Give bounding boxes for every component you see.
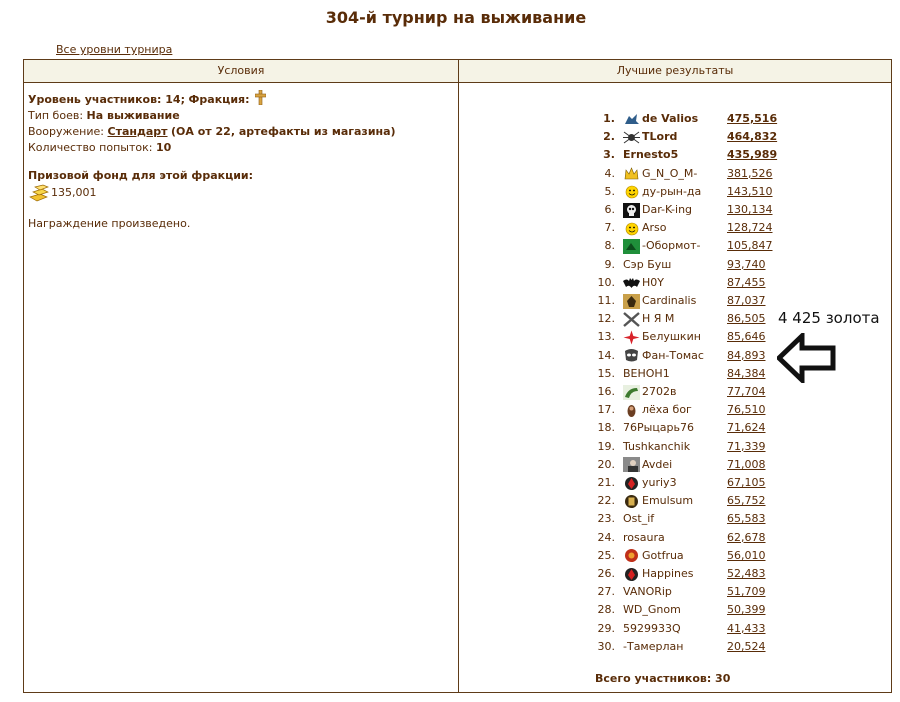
result-row [459,128,891,146]
battle-type-line [28,108,458,124]
player-name-text: Emulsum [642,494,694,508]
faction-cross-icon [255,90,266,105]
player-score[interactable]: 475,516 [727,112,778,125]
player-name[interactable] [623,547,684,565]
player-name[interactable] [623,292,696,310]
player-score[interactable]: 71,008 [727,457,766,471]
player-name-text: 76Рыцарь76 [623,421,695,435]
player-score[interactable]: 65,583 [727,512,766,526]
player-name-text: Белушкин [642,330,701,344]
portrait-icon [623,457,640,472]
player-score[interactable]: 84,893 [727,348,766,362]
smiley-icon [623,184,640,199]
result-rank: 25. [597,548,615,562]
result-rank: 10. [597,275,615,289]
monk-icon [623,403,640,418]
skull-icon [623,203,640,218]
red-emblem-icon [623,567,640,582]
result-rank: 16. [597,385,615,398]
faction-label: Фракция: [188,93,250,106]
result-row [459,547,891,565]
player-name[interactable] [623,347,704,365]
result-row [459,146,891,164]
crown-icon [623,166,640,181]
result-rank: 8. [604,239,615,253]
level-line [28,90,458,108]
result-row [459,438,891,456]
result-row [459,583,891,601]
player-name-text: Ernesto5 [623,148,679,162]
result-rank: 28. [597,603,615,617]
player-name-text: de Valios [642,112,699,125]
player-score[interactable]: 105,847 [727,239,773,253]
result-row [459,183,891,201]
gold-icon [28,184,50,202]
player-score[interactable]: 71,624 [727,421,766,435]
armament-details: (ОА от 22, артефакты из магазина) [171,125,396,138]
result-row [459,510,891,528]
player-score[interactable]: 41,433 [727,621,766,635]
player-score[interactable]: 51,709 [727,585,766,599]
player-name-text: -Обормот- [642,239,701,253]
crossed-swords-icon [623,312,640,327]
prize-value: 135,001 [51,186,97,199]
player-name-text: Н Я М [642,312,675,326]
player-name-text: Cardinalis [642,294,697,307]
result-rank: 17. [597,403,615,417]
player-name-text: -Тамерлан [623,639,684,653]
player-name-text: Arso [642,221,667,235]
player-name-text: Tushkanchik [623,439,691,453]
player-name[interactable] [623,183,701,201]
result-row [459,419,891,437]
player-name[interactable] [623,146,678,164]
green-flag-icon [623,239,640,254]
player-name-text: Dar-K-ing [642,203,693,216]
player-name-text: 5929933Q [623,621,681,635]
smiley-icon [623,221,640,236]
mask-icon [623,348,640,363]
result-rank: 15. [597,366,615,380]
player-score[interactable]: 56,010 [727,548,766,562]
result-row [459,492,891,510]
armament-line [28,124,458,140]
player-name[interactable] [623,565,694,583]
player-name-text: Фан-Томас [642,348,704,362]
shield-emblem-icon [623,494,640,509]
result-row [459,292,891,310]
result-rank: 19. [597,439,615,453]
result-row [459,237,891,255]
result-rank: 13. [597,330,615,344]
player-name[interactable] [623,419,694,437]
player-name-text: VANORip [623,585,672,599]
battle-type-label: Тип боев: [28,109,84,122]
player-name[interactable] [623,510,654,528]
conditions-body [24,83,458,232]
result-rank: 22. [597,494,615,508]
result-rank: 24. [597,530,615,544]
player-name[interactable] [623,456,672,474]
player-score[interactable]: 128,724 [727,221,773,235]
result-rank: 6. [604,203,615,216]
player-name[interactable] [623,438,690,456]
wolf-icon [623,112,640,127]
player-name[interactable] [623,165,697,183]
player-score[interactable]: 84,384 [727,366,766,380]
player-score[interactable]: 86,505 [727,312,766,326]
player-name[interactable] [623,583,672,601]
player-name-text: лёха бог [642,403,692,417]
player-name-text: Ost_if [623,512,655,526]
results-header: Лучшие результаты [459,60,891,83]
result-row [459,456,891,474]
prize-amount [28,184,458,202]
player-name[interactable] [623,310,674,328]
conditions-column [24,60,459,692]
battle-type-value: На выживание [86,109,180,122]
spider-icon [623,130,640,145]
result-rank: 14. [597,348,615,362]
result-row [459,274,891,292]
total-participants: Всего участников: 30 [595,672,731,685]
result-rank: 1. [603,112,615,125]
red-emblem-icon [623,476,640,491]
batman-icon [623,275,640,290]
award-status: Награждение произведено. [28,217,191,230]
player-name[interactable] [623,401,692,419]
player-score[interactable]: 62,678 [727,530,766,544]
red-star-icon [623,330,640,345]
player-name[interactable] [623,237,701,255]
attempts-value: 10 [155,141,172,154]
player-score[interactable]: 76,510 [727,403,766,417]
result-row [459,256,891,274]
tournament-table [23,59,892,693]
player-name[interactable] [623,256,671,274]
player-name-text: G_N_O_M- [642,166,698,180]
player-name-text: Gotfrua [642,548,684,562]
conditions-header: Условия [24,60,458,83]
player-name-text: Happines [642,567,694,580]
player-score[interactable]: 20,524 [727,639,766,653]
player-score[interactable]: 85,646 [727,330,766,344]
result-row [459,474,891,492]
result-rank: 5. [604,184,615,198]
result-row [459,529,891,547]
annotation-note: 4 425 золота [778,309,880,327]
result-rank: 18. [597,421,615,435]
player-score[interactable]: 65,752 [727,494,766,508]
player-name-text: ду-рын-да [642,184,702,198]
result-rank: 12. [597,312,615,326]
result-rank: 2. [603,130,615,144]
result-rank: 21. [597,476,615,489]
player-score[interactable]: 52,483 [727,567,766,580]
result-rank: 23. [597,512,615,526]
player-name-text: TLord [642,130,678,144]
result-rank: 3. [603,148,615,162]
armament-link[interactable]: Стандарт [107,125,168,138]
lizard-icon [623,385,640,400]
orange-emblem-icon [623,548,640,563]
result-rank: 20. [597,457,615,471]
result-rank: 26. [597,567,615,580]
player-name[interactable] [623,328,701,346]
player-name[interactable] [623,365,670,383]
result-rank: 29. [597,621,615,635]
player-name-text: 2702в [642,385,677,398]
result-row [459,638,891,656]
player-score[interactable]: 71,339 [727,439,766,453]
page-title: 304-й турнир на выживание [325,8,587,27]
result-rank: 9. [604,257,615,271]
player-score[interactable]: 143,510 [727,184,773,198]
player-name-text: Сэр Буш [623,257,672,271]
player-name[interactable] [623,492,693,510]
attempts-line [28,140,458,156]
player-name[interactable] [623,601,681,619]
player-name[interactable] [623,110,698,128]
player-name-text: WD_Gnom [623,603,681,617]
result-rank: 11. [597,294,615,307]
player-score[interactable]: 381,526 [727,166,773,180]
result-row [459,165,891,183]
player-score[interactable]: 435,989 [727,148,778,162]
player-name-text: yuriy3 [642,476,677,489]
player-score[interactable]: 464,832 [727,130,778,144]
result-row [459,201,891,219]
result-rank: 27. [597,585,615,599]
result-rank: 7. [604,221,615,235]
player-name[interactable] [623,620,681,638]
result-row [459,219,891,237]
player-score[interactable]: 77,704 [727,385,766,398]
player-name-text: rosaura [623,530,665,544]
level-label: Уровень участников: 14; [28,93,185,106]
player-score[interactable]: 87,037 [727,294,766,307]
player-name-text: H0Y [642,275,664,289]
all-levels-link[interactable]: Все уровни турнира [56,43,173,56]
result-rank: 30. [597,639,615,653]
player-name[interactable] [623,638,683,656]
result-row [459,383,891,401]
attempts-label: Количество попыток: [28,141,153,154]
player-name[interactable] [623,529,665,547]
left-arrow-icon [777,333,837,383]
player-score[interactable]: 87,455 [727,275,766,289]
cardinal-icon [623,294,640,309]
prize-line [28,168,458,184]
result-row [459,620,891,638]
player-name[interactable] [623,219,667,237]
player-name[interactable] [623,274,664,292]
player-name[interactable] [623,383,676,401]
result-row [459,601,891,619]
player-name[interactable] [623,128,677,146]
player-name-text: ВЕНОН1 [623,366,670,380]
player-score[interactable]: 67,105 [727,476,766,489]
prize-label: Призовой фонд для этой фракции: [28,169,254,182]
result-row [459,565,891,583]
player-score[interactable]: 93,740 [727,257,766,271]
player-name[interactable] [623,201,692,219]
player-name[interactable] [623,474,677,492]
player-score[interactable]: 130,134 [727,203,773,216]
armament-label: Вооружение: [28,125,104,138]
player-score[interactable]: 50,399 [727,603,766,617]
player-name-text: Avdei [642,457,673,471]
result-rank: 4. [604,166,615,180]
result-row [459,401,891,419]
result-row [459,110,891,128]
